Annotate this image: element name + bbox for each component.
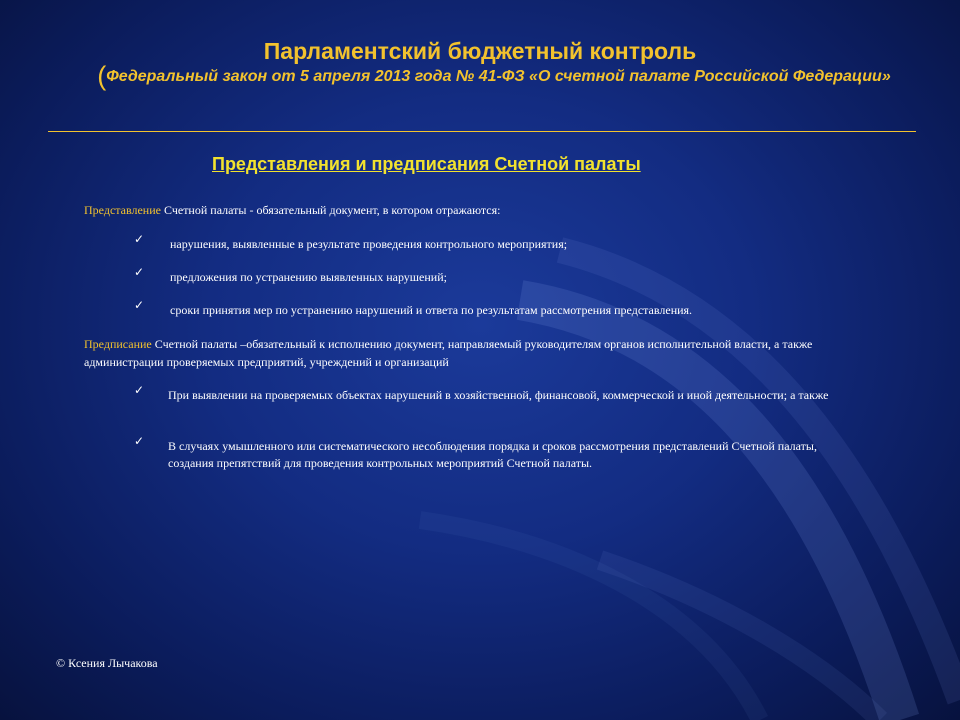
prescription-item: В случаях умышленного или систематического несоблюдения порядка и сроков рассмотрения представлений Счетной палаты, создания препятствий для проведения контрольных мероприятий Счетной палаты. [168,439,817,470]
check-mark-icon: ✓ [134,383,145,397]
slide-title: Парламентский бюджетный контроль [263,38,697,64]
section-heading: Представления и предписания Счетной палаты [212,154,641,174]
title-divider [48,131,916,132]
check-mark-icon: ✓ [134,434,145,448]
representation-item: предложения по устранению выявленных нарушений; [170,270,447,284]
subtitle-open-paren: ( [97,61,107,91]
copyright-footer: © Ксения Лычакова [56,656,158,670]
slide-subtitle [84,61,904,91]
prescription-text: Счетной палаты –обязательный к исполнению документ, направляемый руководителям органов исполнительной власти, а также администрации проверяемых предприятий, учреждений и организаций [84,337,813,369]
representation-term: Представление [84,203,161,217]
prescription-item: При выявлении на проверяемых объектах нарушений в хозяйственной, финансовой, коммерческой и иной деятельности; а также [168,388,829,402]
check-mark-icon: ✓ [134,298,145,312]
prescription-paragraph [84,335,884,371]
representation-paragraph [84,201,884,219]
check-mark-icon: ✓ [134,232,145,246]
subtitle-text: Федеральный закон от 5 апреля 2013 года № 41-ФЗ «О счетной палате Российской Федерации» [106,68,891,85]
representation-item: нарушения, выявленные в результате проведения контрольного мероприятия; [170,237,568,251]
check-mark-icon: ✓ [134,265,145,279]
representation-text: Счетной палаты - обязательный документ, в котором отражаются: [160,203,501,217]
representation-item: сроки принятия мер по устранению нарушений и ответа по результатам рассмотрения представления. [170,303,693,317]
prescription-term: Предписание [84,337,152,351]
